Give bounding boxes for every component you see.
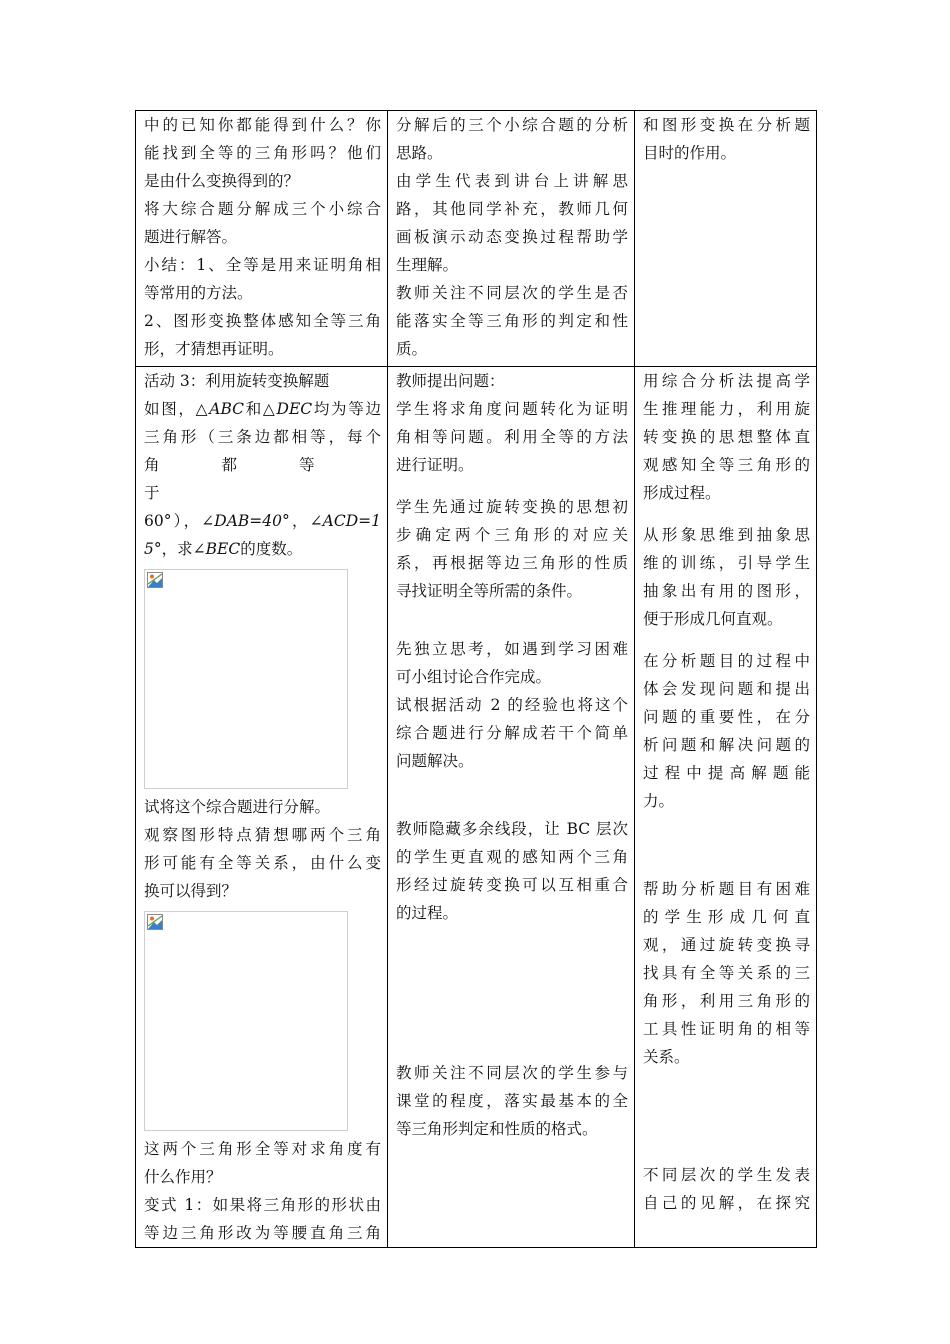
text-line: 什么作用？ bbox=[144, 1168, 222, 1186]
text-line: 试将这个综合题进行分解。 bbox=[144, 798, 331, 816]
text-line: 由学生代表到讲台上讲解思 bbox=[396, 172, 628, 190]
text-line: 的学生形成几何直 bbox=[643, 908, 810, 926]
text-line: 进行证明。 bbox=[396, 456, 474, 474]
text-line: 题进行解答。 bbox=[144, 228, 238, 246]
spacer bbox=[643, 815, 810, 875]
text-line: 角形，利用三角形的 bbox=[643, 992, 810, 1010]
text-line: 是由什么变换得到的？ bbox=[144, 172, 300, 190]
problem-line bbox=[144, 507, 381, 535]
text-line: 教师提出问题： bbox=[396, 372, 505, 390]
text-line: 找具有全等关系的三 bbox=[643, 964, 810, 982]
text-line: 在分析题目的过程中 bbox=[643, 652, 810, 670]
spacer bbox=[396, 775, 628, 815]
text-line: 关系。 bbox=[643, 1048, 690, 1066]
text-run: 如图， bbox=[144, 400, 196, 418]
broken-image-icon bbox=[147, 914, 163, 930]
text-line: 将大综合题分解成三个小综合 bbox=[144, 200, 381, 218]
text-line: 工具性证明角的相等 bbox=[643, 1020, 810, 1038]
math-run: 5° bbox=[144, 540, 162, 558]
text-line: 这两个三角形全等对求角度有 bbox=[144, 1140, 381, 1158]
cell-intent bbox=[635, 367, 817, 1248]
text-line: 观感知全等三角形的 bbox=[643, 456, 810, 474]
text-line: 帮助分析题目有困难 bbox=[643, 880, 810, 898]
text-line: 换可以得到？ bbox=[144, 882, 238, 900]
problem-line bbox=[144, 535, 381, 563]
text-line: 能找到全等的三角形吗？他们 bbox=[144, 144, 381, 162]
text-line: 能落实全等三角形的判定和性 bbox=[396, 312, 628, 330]
spacer bbox=[643, 633, 810, 647]
text-line: 试根据活动 2 的经验也将这个 bbox=[396, 696, 628, 714]
text-line: 转变换的思想整体直 bbox=[643, 428, 810, 446]
text-line: 便于形成几何直观。 bbox=[643, 610, 783, 628]
text-line: 学生将求角度问题转化为证明 bbox=[396, 400, 628, 418]
text-line: 步确定两个三角形的对应关 bbox=[396, 526, 628, 544]
text-line: 生推理能力，利用旋 bbox=[643, 400, 810, 418]
text-run: 60°）， bbox=[144, 512, 202, 530]
figure-placeholder bbox=[144, 911, 348, 1131]
lesson-plan-table bbox=[135, 110, 817, 1248]
text-line: 的过程。 bbox=[396, 904, 459, 922]
text-line: 形可能有全等关系，由什么变 bbox=[144, 854, 381, 872]
text-line: 力。 bbox=[643, 792, 675, 810]
text-line: 自己的见解，在探究 bbox=[643, 1194, 810, 1212]
math-run: ∠ACD=1 bbox=[309, 512, 381, 530]
text-line: 教师关注不同层次的学生是否 bbox=[396, 284, 628, 302]
problem-line bbox=[144, 395, 381, 423]
text-line: 画板演示动态变换过程帮助学 bbox=[396, 228, 628, 246]
text-line: 学生先通过旋转变换的思想初 bbox=[396, 498, 628, 516]
text-line: 从形象思维到抽象思 bbox=[643, 526, 810, 544]
text-line: 观，通过旋转变换寻 bbox=[643, 936, 810, 954]
text-line: 和图形变换在分析题 bbox=[643, 116, 810, 134]
cell-teaching bbox=[388, 367, 635, 1248]
text-line: 析问题和解决问题的 bbox=[643, 736, 810, 754]
table-row bbox=[136, 367, 817, 1248]
spacer bbox=[396, 479, 628, 493]
text-line: 可小组讨论合作完成。 bbox=[396, 668, 552, 686]
text-line: 维的训练，引导学生 bbox=[643, 554, 810, 572]
text-line: 小结：1、全等是用来证明角相 bbox=[144, 256, 381, 274]
text-line: 先独立思考，如遇到学习困难 bbox=[396, 640, 628, 658]
text-run: ， bbox=[289, 512, 310, 530]
broken-image-icon bbox=[147, 572, 163, 588]
text-line: 变式 1：如果将三角形的形状由 bbox=[144, 1196, 381, 1214]
text-line: 用综合分析法提高学 bbox=[643, 372, 810, 390]
cell-activity bbox=[136, 367, 388, 1248]
text-line: 课堂的程度，落实最基本的全 bbox=[396, 1092, 628, 1110]
text-run: ，求 bbox=[161, 540, 193, 558]
math-run: ∠BEC bbox=[192, 540, 241, 558]
cell-activity bbox=[136, 111, 388, 367]
text-line: 目时的作用。 bbox=[643, 144, 737, 162]
text-line: 形成过程。 bbox=[643, 484, 721, 502]
text-line: 问题解决。 bbox=[396, 752, 474, 770]
math-run: △DEC bbox=[262, 400, 313, 418]
text-line: 教师隐藏多余线段，让 BC 层次 bbox=[396, 820, 628, 838]
spacer bbox=[396, 605, 628, 635]
math-run: △ABC bbox=[195, 400, 244, 418]
cell-intent bbox=[635, 111, 817, 367]
text-line: 生理解。 bbox=[396, 256, 459, 274]
text-line: 的学生更直观的感知两个三角 bbox=[396, 848, 628, 866]
figure-placeholder bbox=[144, 569, 348, 789]
text-line: 形经过旋转变换可以互相重合 bbox=[396, 876, 628, 894]
cell-teaching bbox=[388, 111, 635, 367]
text-line: 思路。 bbox=[396, 144, 443, 162]
text-line: 体会发现问题和提出 bbox=[643, 680, 810, 698]
text-line: 路，其他同学补充，教师几何 bbox=[396, 200, 628, 218]
spacer bbox=[396, 927, 628, 1037]
text-line: 不同层次的学生发表 bbox=[643, 1166, 810, 1184]
text-line: 问题的重要性，在分 bbox=[643, 708, 810, 726]
problem-line: 角 都 等 于 bbox=[144, 456, 377, 502]
math-run: ∠DAB=40° bbox=[201, 512, 290, 530]
text-run: 均为等边 bbox=[312, 400, 381, 418]
spacer bbox=[643, 1071, 810, 1131]
spacer bbox=[396, 1037, 628, 1059]
table-row bbox=[136, 111, 817, 367]
text-line: 教师关注不同层次的学生参与 bbox=[396, 1064, 628, 1082]
text-line: 等边三角形改为等腰直角三角 bbox=[144, 1224, 381, 1242]
text-run: 的度数。 bbox=[240, 540, 303, 558]
text-line: 分解后的三个小综合题的分析 bbox=[396, 116, 628, 134]
text-line: 系，再根据等边三角形的性质 bbox=[396, 554, 628, 572]
text-line: 角相等问题。利用全等的方法 bbox=[396, 428, 628, 446]
spacer bbox=[643, 1131, 810, 1161]
text-line: 质。 bbox=[396, 340, 428, 358]
problem-line: 三角形（三条边都相等，每个 bbox=[144, 428, 381, 446]
text-line: 综合题进行分解成若干个简单 bbox=[396, 724, 628, 742]
text-line: 中的已知你都能得到什么？你 bbox=[144, 116, 381, 134]
text-line: 形，才猜想再证明。 bbox=[144, 340, 284, 358]
activity-title: 活动 3：利用旋转变换解题 bbox=[144, 372, 330, 390]
text-line: 寻找证明全等所需的条件。 bbox=[396, 582, 583, 600]
text-line: 2、图形变换整体感知全等三角 bbox=[144, 312, 381, 330]
text-line: 观察图形特点猜想哪两个三角 bbox=[144, 826, 381, 844]
text-line: 抽象出有用的图形， bbox=[643, 582, 810, 600]
text-line: 等常用的方法。 bbox=[144, 284, 253, 302]
text-line: 过程中提高解题能 bbox=[643, 764, 810, 782]
text-line: 等三角形判定和性质的格式。 bbox=[396, 1120, 598, 1138]
spacer bbox=[643, 507, 810, 521]
text-run: 和 bbox=[243, 400, 263, 418]
